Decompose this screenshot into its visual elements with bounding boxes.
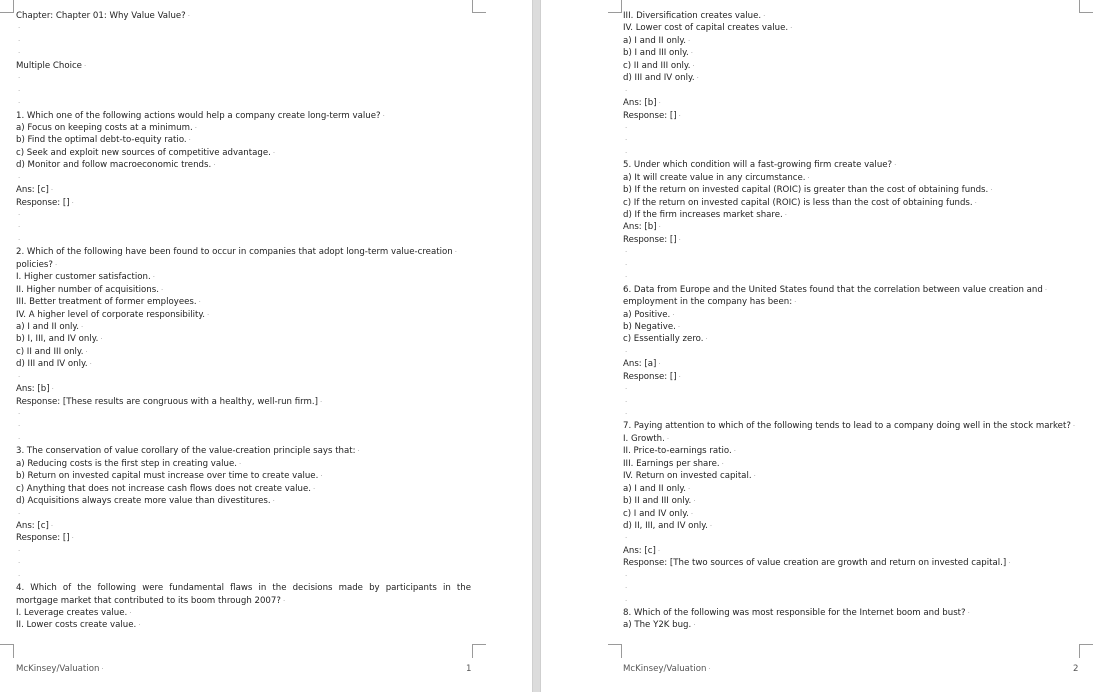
text-line: d) III and IV only. · [623, 73, 699, 84]
paragraph-mark-icon: · [1044, 285, 1048, 294]
paragraph-mark-icon: · [382, 111, 385, 120]
text-line: IV. A higher level of corporate responsibility. · [16, 309, 210, 320]
empty-paragraph [16, 545, 471, 557]
empty-paragraph [16, 72, 471, 84]
paragraph-mark-icon: · [666, 434, 670, 443]
paragraph-mark-icon: · [678, 235, 681, 244]
text-line: b) I and III only. · [623, 48, 693, 59]
empty-paragraph [16, 508, 471, 520]
paragraph-mark-icon: · [18, 74, 21, 83]
text-line: a) Focus on keeping costs at a minimum. · [16, 122, 197, 133]
paragraph-mark-icon: · [625, 347, 628, 356]
document-page-1 [0, 0, 532, 692]
text-line: Response: [The two sources of value creation are growth and return on invested capital.] · [623, 558, 1011, 569]
paragraph-mark-icon: · [625, 534, 628, 543]
paragraph-mark-icon: · [967, 609, 970, 617]
text-line: Response: [] · [623, 371, 681, 382]
paragraph-mark-icon: · [313, 484, 316, 493]
empty-paragraph [623, 259, 1078, 271]
text-line: I. Leverage creates value. · [16, 608, 132, 618]
text-line: I. Higher customer satisfaction. · [16, 272, 155, 283]
empty-paragraph [16, 22, 471, 34]
text-line: Ans: [c] · [623, 545, 661, 556]
paragraph-mark-icon: · [18, 24, 21, 33]
paragraph-mark-icon: · [194, 123, 197, 132]
paragraph-mark-icon: · [677, 322, 681, 331]
text-line: 3. The conservation of value corollary of the value-creation principle says that: · [16, 446, 360, 457]
text-line: policies? · [16, 259, 58, 270]
paragraph-mark-icon: · [625, 571, 628, 580]
paragraph-mark-icon: · [690, 509, 694, 518]
paragraph-mark-icon: · [188, 136, 191, 145]
paragraph-mark-icon: · [198, 298, 201, 307]
text-line: employment in the company has been: · [623, 297, 797, 308]
paragraph-mark-icon: · [18, 49, 21, 58]
paragraph-mark-icon: · [625, 596, 628, 605]
paragraph-mark-icon: · [213, 161, 216, 170]
paragraph-mark-icon: · [54, 260, 58, 269]
text-line: IV. Lower cost of capital creates value. · [623, 23, 793, 34]
empty-paragraph [16, 209, 471, 221]
text-line: c) II and III only. · [623, 60, 695, 71]
document-page-2 [541, 0, 1094, 692]
paragraph-mark-icon: · [18, 559, 21, 568]
text-line: Ans: [c] · [16, 185, 54, 196]
paragraph-mark-icon: · [272, 497, 275, 506]
empty-paragraph [16, 221, 471, 233]
empty-paragraph [16, 408, 471, 420]
empty-paragraph [16, 371, 471, 383]
footer-page-number: 1 [466, 664, 472, 674]
text-line: a) I and II only. · [623, 483, 691, 494]
paragraph-mark-icon: · [763, 12, 766, 20]
empty-paragraph [623, 85, 1078, 97]
paragraph-mark-icon: · [152, 273, 155, 282]
paragraph-mark-icon: · [733, 447, 736, 456]
paragraph-mark-icon: · [625, 410, 628, 418]
paragraph-mark-icon: · [625, 123, 628, 132]
empty-paragraph [623, 134, 1078, 146]
paragraph-mark-icon: · [625, 86, 628, 95]
paragraph-mark-icon: · [625, 385, 628, 394]
crop-mark-bottom-right [472, 644, 486, 658]
paragraph-mark-icon: · [85, 347, 88, 356]
text-line: c) If the return on invested capital (ROIC) is less than the cost of obtaining funds. · [623, 197, 977, 208]
paragraph-mark-icon: · [18, 410, 21, 418]
paragraph-mark-icon: · [658, 99, 661, 108]
crop-mark-top-left [608, 0, 622, 13]
paragraph-mark-icon: · [50, 186, 54, 195]
paragraph-mark-icon: · [688, 36, 691, 45]
paragraph-mark-icon: · [658, 223, 661, 232]
crop-mark-top-right [472, 0, 486, 13]
paragraph-mark-icon: · [282, 596, 286, 605]
paragraph-mark-icon: · [206, 310, 210, 319]
paragraph-mark-icon: · [790, 24, 793, 33]
paragraph-mark-icon: · [83, 61, 87, 70]
empty-paragraph [623, 408, 1078, 420]
footer-publisher: McKinsey/Valuation · [16, 664, 104, 674]
paragraph-mark-icon: · [18, 211, 21, 219]
crop-mark-top-right [1079, 0, 1093, 13]
paragraph-mark-icon: · [721, 459, 724, 468]
paragraph-mark-icon: · [18, 546, 21, 555]
empty-paragraph [623, 246, 1078, 258]
paragraph-mark-icon: · [18, 509, 21, 518]
empty-paragraph [16, 234, 471, 246]
paragraph-mark-icon: · [678, 111, 681, 120]
paragraph-mark-icon: · [625, 260, 628, 269]
text-line: 6. Data from Europe and the United States found that the correlation between value creation and · [623, 284, 1048, 295]
text-line: 5. Under which condition will a fast-growing firm create value? · [623, 160, 897, 171]
paragraph-mark-icon: · [657, 546, 661, 555]
empty-paragraph [16, 570, 471, 582]
paragraph-mark-icon: · [794, 298, 797, 307]
text-line: Response: [] · [623, 234, 681, 245]
text-line: d) Acquisitions always create more value than divestitures. · [16, 496, 275, 507]
crop-mark-top-left [0, 0, 14, 13]
paragraph-mark-icon: · [18, 372, 21, 381]
paragraph-mark-icon: · [693, 497, 696, 506]
text-line: c) Seek and exploit new sources of competitive advantage. · [16, 147, 276, 158]
empty-paragraph [623, 595, 1078, 607]
text-line: b) If the return on invested capital (ROIC) is greater than the cost of obtaining funds. · [623, 185, 993, 196]
paragraph-mark-icon: · [71, 198, 74, 207]
text-line: b) Find the optimal debt-to-equity ratio. · [16, 135, 191, 146]
paragraph-mark-icon: · [129, 609, 132, 617]
paragraph-mark-icon: · [454, 248, 457, 257]
text-line: b) Return on invested capital must increase over time to create value. · [16, 471, 323, 482]
paragraph-mark-icon: · [50, 521, 54, 530]
text-line: a) I and II only. · [623, 35, 691, 46]
text-line: c) Anything that does not increase cash flows does not create value. · [16, 483, 316, 494]
paragraph-mark-icon: · [100, 335, 103, 344]
text-line: Response: [These results are congruous with a healthy, well-run firm.] · [16, 396, 323, 407]
text-line: c) II and III only. · [16, 346, 88, 357]
paragraph-mark-icon: · [320, 472, 323, 481]
paragraph-mark-icon: · [693, 621, 696, 630]
text-line: b) Negative. · [623, 321, 681, 332]
paragraph-mark-icon: · [672, 310, 675, 319]
paragraph-mark-icon: · [18, 99, 21, 108]
paragraph-mark-icon: · [18, 86, 21, 95]
paragraph-mark-icon: · [705, 335, 708, 344]
paragraph-mark-icon: · [753, 472, 756, 481]
empty-paragraph [623, 122, 1078, 134]
empty-paragraph [16, 47, 471, 59]
empty-paragraph [623, 570, 1078, 582]
paragraph-mark-icon: · [990, 186, 993, 195]
text-line: III. Better treatment of former employees. · [16, 297, 201, 308]
paragraph-mark-icon: · [319, 397, 323, 406]
text-line: IV. Return on invested capital. · [623, 471, 756, 482]
paragraph-mark-icon: · [160, 285, 164, 294]
text-line: a) Reducing costs is the first step in creating value. · [16, 458, 242, 469]
text-line: mortgage market that contributed to its boom through 2007? · [16, 595, 286, 606]
paragraph-mark-icon: · [238, 459, 242, 468]
paragraph-mark-icon: · [1072, 422, 1076, 431]
paragraph-mark-icon: · [625, 584, 628, 593]
paragraph-mark-icon: · [18, 36, 21, 45]
paragraph-mark-icon: · [625, 136, 628, 145]
crop-mark-bottom-left [608, 644, 622, 658]
paragraph-mark-icon: · [138, 621, 141, 630]
empty-paragraph [623, 582, 1078, 594]
text-line: Ans: [a] · [623, 359, 661, 370]
text-line: III. Earnings per share. · [623, 458, 724, 469]
text-line: Ans: [b] · [623, 98, 661, 109]
paragraph-mark-icon: · [658, 360, 661, 369]
text-line: Response: [] · [623, 110, 681, 121]
text-line: a) I and II only. · [16, 321, 84, 332]
text-line: a) It will create value in any circumstance. · [623, 172, 810, 183]
paragraph-mark-icon: · [688, 484, 691, 493]
text-line: Response: [] · [16, 533, 74, 544]
paragraph-mark-icon: · [894, 161, 897, 170]
paragraph-mark-icon: · [692, 61, 695, 70]
empty-paragraph [16, 557, 471, 569]
paragraph-mark-icon: · [89, 360, 92, 369]
paragraph-mark-icon: · [18, 223, 21, 232]
text-line: II. Higher number of acquisitions. · [16, 284, 164, 295]
paragraph-mark-icon: · [678, 372, 681, 381]
text-line: Ans: [b] · [16, 384, 54, 395]
text-line: d) III and IV only. · [16, 359, 92, 370]
text-line: d) If the firm increases market share. · [623, 210, 788, 220]
text-line: b) II and III only. · [623, 496, 696, 507]
text-line: d) II, III, and IV only. · [623, 520, 713, 531]
empty-paragraph [16, 97, 471, 109]
paragraph-mark-icon: · [784, 211, 788, 219]
paragraph-mark-icon: · [187, 12, 190, 20]
text-line: c) I and IV only. · [623, 508, 694, 519]
paragraph-mark-icon: · [625, 248, 628, 257]
empty-paragraph [623, 396, 1078, 408]
text-line: a) Positive. · [623, 309, 675, 320]
text-line: I. Growth. · [623, 433, 670, 444]
empty-paragraph [16, 433, 471, 445]
paragraph-mark-icon: · [18, 434, 21, 443]
text-line: c) Essentially zero. · [623, 334, 708, 345]
paragraph-mark-icon: · [18, 235, 21, 244]
empty-paragraph [16, 420, 471, 432]
footer-publisher: McKinsey/Valuation · [623, 664, 711, 674]
page-2-body[interactable] [623, 10, 1078, 632]
paragraph-mark-icon: · [1008, 559, 1011, 568]
paragraph-mark-icon: · [18, 422, 21, 431]
empty-paragraph [16, 85, 471, 97]
text-line: Chapter: Chapter 01: Why Value Value? · [16, 11, 190, 21]
page-1-body[interactable] [16, 10, 471, 632]
paragraph-mark-icon: · [18, 571, 21, 580]
empty-paragraph [16, 35, 471, 47]
empty-paragraph [623, 346, 1078, 358]
footer-page-number: 2 [1073, 664, 1079, 674]
text-line: Ans: [c] · [16, 520, 54, 531]
text-line: 7. Paying attention to which of the following tends to lead to a company doing well in the stock market? · [623, 421, 1076, 432]
crop-mark-bottom-left [0, 644, 14, 658]
empty-paragraph [623, 532, 1078, 544]
paragraph-mark-icon: · [709, 521, 713, 530]
text-line: 1. Which one of the following actions would help a company create long-term value? · [16, 110, 385, 121]
text-line: II. Price-to-earnings ratio. · [623, 446, 736, 457]
text-line: Multiple Choice · [16, 60, 87, 71]
text-line: d) Monitor and follow macroeconomic trends. · [16, 160, 216, 171]
empty-paragraph [16, 172, 471, 184]
text-line: 4. Which of the following were fundamental flaws in the decisions made by participants in the [16, 583, 471, 594]
text-line: a) The Y2K bug. · [623, 620, 696, 631]
paragraph-mark-icon: · [51, 385, 54, 394]
empty-paragraph [623, 383, 1078, 395]
empty-paragraph [623, 147, 1078, 159]
text-line: III. Diversification creates value. · [623, 11, 766, 21]
paragraph-mark-icon: · [625, 148, 628, 157]
paragraph-mark-icon: · [18, 173, 21, 182]
paragraph-mark-icon: · [690, 49, 693, 58]
paragraph-mark-icon: · [696, 74, 699, 83]
text-line: 2. Which of the following have been found to occur in companies that adopt long-term value-creation · [16, 247, 457, 258]
text-line: Response: [] · [16, 197, 74, 208]
paragraph-mark-icon: · [272, 148, 276, 157]
paragraph-mark-icon: · [625, 273, 628, 282]
text-line: Ans: [b] · [623, 222, 661, 233]
paragraph-mark-icon: · [71, 534, 74, 543]
paragraph-mark-icon: · [974, 198, 977, 207]
paragraph-mark-icon: · [357, 447, 360, 456]
text-line: II. Lower costs create value. · [16, 620, 141, 631]
text-line: 8. Which of the following was most responsible for the Internet boom and bust? · [623, 608, 970, 618]
paragraph-mark-icon: · [81, 322, 84, 331]
crop-mark-bottom-right [1079, 644, 1093, 658]
empty-paragraph [623, 271, 1078, 283]
paragraph-mark-icon: · [807, 173, 810, 182]
text-line: b) I, III, and IV only. · [16, 334, 103, 345]
paragraph-mark-icon: · [625, 397, 628, 406]
page-gutter [532, 0, 541, 692]
